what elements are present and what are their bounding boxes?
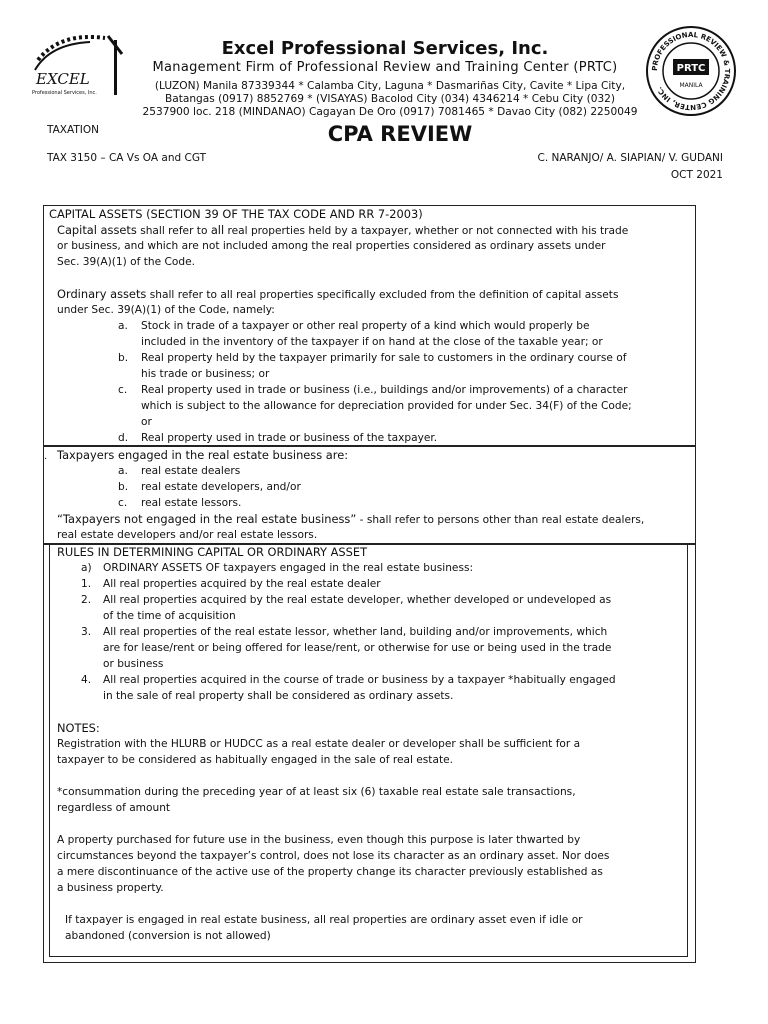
list-item-marker: b. (118, 352, 129, 364)
capital-assets-line-1: Capital assets shall refer to all real properties held by a taxpayer, whether or not connected with his trade (57, 223, 629, 237)
svg-text:PRTC: PRTC (676, 63, 706, 74)
note-line: abandoned (conversion is not allowed) (65, 930, 271, 942)
note-line: If taxpayer is engaged in real estate business, all real properties are ordinary asset even if idle or (65, 914, 583, 926)
rule-number: 4. (81, 674, 92, 686)
list-item: real estate developers, and/or (141, 481, 301, 493)
section3-heading: RULES IN DETERMINING CAPITAL OR ORDINARY ASSET (57, 545, 368, 559)
not-engaged-line-2: real estate developers and/or real estate lessors. (57, 529, 318, 541)
course-code: TAX 3150 – CA Vs OA and CGT (47, 152, 207, 164)
capital-assets-line-2: or business, and which are not included among the real properties considered as ordinary assets under (57, 240, 606, 252)
rule-text: All real properties of the real estate lessor, whether land, building and/or improvements, which (103, 626, 608, 638)
list-item: Stock in trade of a taxpayer or other real property of a kind which would properly be (141, 320, 590, 332)
rule-text: All real properties acquired by the real estate developer, whether developed or undeveloped as (103, 594, 612, 606)
authors: C. NARANJO/ A. SIAPIAN/ V. GUDANI (537, 152, 723, 164)
ordinary-assets-line-2: under Sec. 39(A)(1) of the Code, namely: (57, 304, 275, 316)
subject-label: TAXATION (47, 124, 99, 136)
section1-heading: CAPITAL ASSETS (SECTION 39 OF THE TAX CODE AND RR 7-2003) (49, 207, 423, 221)
svg-text:Professional Services, Inc.: Professional Services, Inc. (32, 90, 97, 96)
list-item-marker: c. (118, 384, 128, 396)
list-item: Real property used in trade or business (i.e., buildings and/or improvements) of a character (141, 384, 628, 396)
list-item-marker: d. (118, 432, 129, 444)
company-name: Excel Professional Services, Inc. (221, 38, 549, 59)
note-line: taxpayer to be considered as habitually engaged in the sale of real estate. (57, 754, 453, 766)
svg-text:EXCEL: EXCEL (36, 70, 90, 88)
rule-text: or business (103, 658, 164, 670)
address-line-3: 2537900 loc. 218 (MINDANAO) Cagayan De Oro (0917) 7081465 * Davao City (082) 2250049 (142, 106, 638, 118)
address-line-1: (LUZON) Manila 87339344 * Calamba City, Laguna * Dasmariñas City, Cavite * Lipa City, (154, 80, 626, 92)
notes-label: NOTES: (57, 721, 100, 735)
rule-number: 1. (81, 578, 92, 590)
sub-letter: a) (81, 562, 92, 574)
rule-text: All real properties acquired by the real estate dealer (103, 578, 381, 590)
sub-heading: ORDINARY ASSETS OF taxpayers engaged in the real estate business: (103, 562, 474, 574)
rule-number: 3. (81, 626, 92, 638)
list-item: his trade or business; or (141, 368, 270, 380)
list-item: Real property held by the taxpayer primarily for sale to customers in the ordinary course of (141, 352, 627, 364)
note-line: Registration with the HLURB or HUDCC as a real estate dealer or developer shall be sufficient for a (57, 738, 581, 750)
list-item-marker: c. (118, 497, 128, 509)
list-item: included in the inventory of the taxpayer if on hand at the close of the taxable year; or (141, 336, 603, 348)
note-line: *consummation during the preceding year of at least six (6) taxable real estate sale transactions, (57, 786, 576, 798)
firm-description: Management Firm of Professional Review and Training Center (PRTC) (152, 60, 618, 75)
capital-assets-line-3: Sec. 39(A)(1) of the Code. (57, 256, 195, 268)
svg-text:PROFESSIONAL REVIEW & TRAINING: PROFESSIONAL REVIEW & TRAINING CENTER, INC. (650, 30, 732, 112)
rule-text: are for lease/rent or being offered for lease/rent, or otherwise for use or being used in the trade (103, 642, 612, 654)
page-title: CPA REVIEW (327, 122, 473, 146)
not-engaged-line-1: “Taxpayers not engaged in the real estate business” - shall refer to persons other than real estate dealers, (57, 512, 645, 526)
list-item: which is subject to the allowance for depreciation provided for under Sec. 34(F) of the Code; (141, 400, 632, 412)
rule-text: in the sale of real property shall be considered as ordinary assets. (103, 690, 454, 702)
rule-number: 2. (81, 594, 92, 606)
note-line: a mere discontinuance of the active use of the property change its character previously established as (57, 866, 603, 878)
list-item: or (141, 416, 152, 428)
rule-text: of the time of acquisition (103, 610, 236, 622)
svg-text:MANILA: MANILA (679, 82, 703, 89)
date: OCT 2021 (670, 169, 723, 181)
address-line-2: Batangas (0917) 8852769 * (VISAYAS) Bacolod City (034) 4346214 * Cebu City (032) (164, 93, 616, 105)
list-item-marker: a. (118, 465, 128, 477)
list-item: real estate lessors. (141, 497, 242, 509)
note-line: A property purchased for future use in the business, even though this purpose is later thwarted by (57, 834, 581, 846)
list-item: Real property used in trade or business of the taxpayer. (141, 432, 438, 444)
note-line: regardless of amount (57, 802, 171, 814)
list-item-marker: b. (118, 481, 129, 493)
list-item: real estate dealers (141, 465, 241, 477)
note-line: a business property. (57, 882, 164, 894)
ordinary-assets-line-1: Ordinary assets shall refer to all real properties specifically excluded from the definition of capital assets (57, 287, 619, 301)
note-line: circumstances beyond the taxpayer’s control, does not lose its character as an ordinary asset. Nor does (57, 850, 610, 862)
section2-heading: Taxpayers engaged in the real estate business are: (57, 448, 349, 462)
list-item-marker: a. (118, 320, 128, 332)
rule-text: All real properties acquired in the course of trade or business by a taxpayer *habitually engaged (103, 674, 616, 686)
